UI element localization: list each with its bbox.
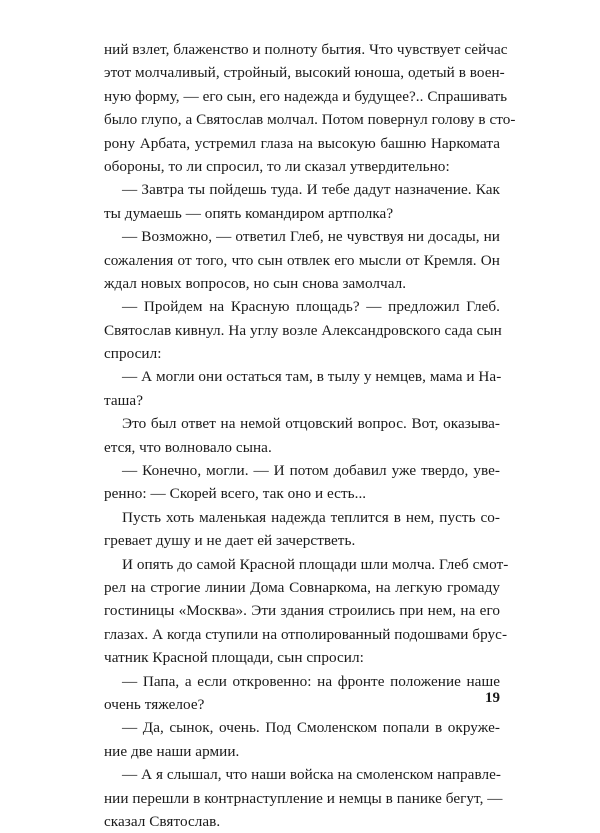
text-line: спросил:	[104, 345, 162, 363]
text-line: — Папа, а если откровенно: на фронте положение наше	[122, 672, 500, 690]
text-line: нии перешли в контрнаступление и немцы в панике бегут, —	[104, 789, 503, 807]
text-line: ты думаешь — опять командиром артполка?	[104, 204, 394, 222]
page-number: 19	[485, 690, 500, 706]
text-line: чатник Красной площади, сын спросил:	[104, 649, 364, 667]
text-line: И опять до самой Красной площади шли молча. Глеб смот-	[122, 555, 509, 573]
text-line: гревает душу и не дает ей зачерстветь.	[104, 532, 356, 550]
text-line: глазах. А когда ступили на отполированный подошвами брус-	[104, 625, 508, 643]
text-line: ется, что волновало сына.	[104, 438, 272, 456]
text-line: гостиницы «Москва». Эти здания строились при нем, на его	[104, 602, 500, 620]
text-line: ние две наши армии.	[104, 742, 240, 760]
text-line: очень тяжелое?	[104, 695, 205, 713]
text-line: — Пройдем на Красную площадь? — предложил Глеб.	[122, 298, 500, 316]
text-line: Пусть хоть маленькая надежда теплится в нем, пусть со-	[122, 508, 500, 526]
text-line: ренно: — Скорей всего, так оно и есть...	[104, 485, 367, 503]
text-line: — А могли они остаться там, в тылу у немцев, мама и На-	[122, 368, 502, 386]
text-line: рону Арбата, устремил глаза на высокую башню Наркомата	[104, 134, 500, 152]
text-line: Это был ответ на немой отцовский вопрос. Вот, оказыва-	[122, 415, 500, 433]
text-line: обороны, то ли спросил, то ли сказал утвердительно:	[104, 157, 450, 175]
text-line: — А я слышал, что наши войска на смоленском направле-	[122, 766, 502, 784]
text-line: — Да, сынок, очень. Под Смоленском попали в окруже-	[122, 719, 500, 737]
text-line: рел на строгие линии Дома Совнаркома, на легкую громаду	[104, 578, 500, 596]
text-line: — Завтра ты пойдешь туда. И тебе дадут назначение. Как	[122, 181, 500, 199]
text-line: — Возможно, — ответил Глеб, не чувствуя ни досады, ни	[122, 228, 500, 246]
text-line: Святослав кивнул. На углу возле Александровского сада сын	[104, 321, 502, 339]
text-line: ждал новых вопросов, но сын снова замолчал.	[104, 274, 407, 292]
text-line: было глупо, а Святослав молчал. Потом повернул голову в сто-	[104, 111, 516, 129]
text-line: сказал Святослав.	[104, 812, 221, 830]
text-line: — Конечно, могли. — И потом добавил уже твердо, уве-	[122, 462, 500, 480]
text-line: сожаления от того, что сын отвлек его мысли от Кремля. Он	[104, 251, 500, 269]
text-line: ний взлет, блаженство и полноту бытия. Что чувствует сейчас	[104, 41, 508, 58]
text-line: ную форму, — его сын, его надежда и будущее?.. Спрашивать	[104, 87, 508, 105]
text-line: этот молчаливый, стройный, высокий юноша, одетый в воен-	[104, 64, 505, 82]
page-text	[104, 38, 516, 833]
text-line: таша?	[104, 391, 143, 409]
